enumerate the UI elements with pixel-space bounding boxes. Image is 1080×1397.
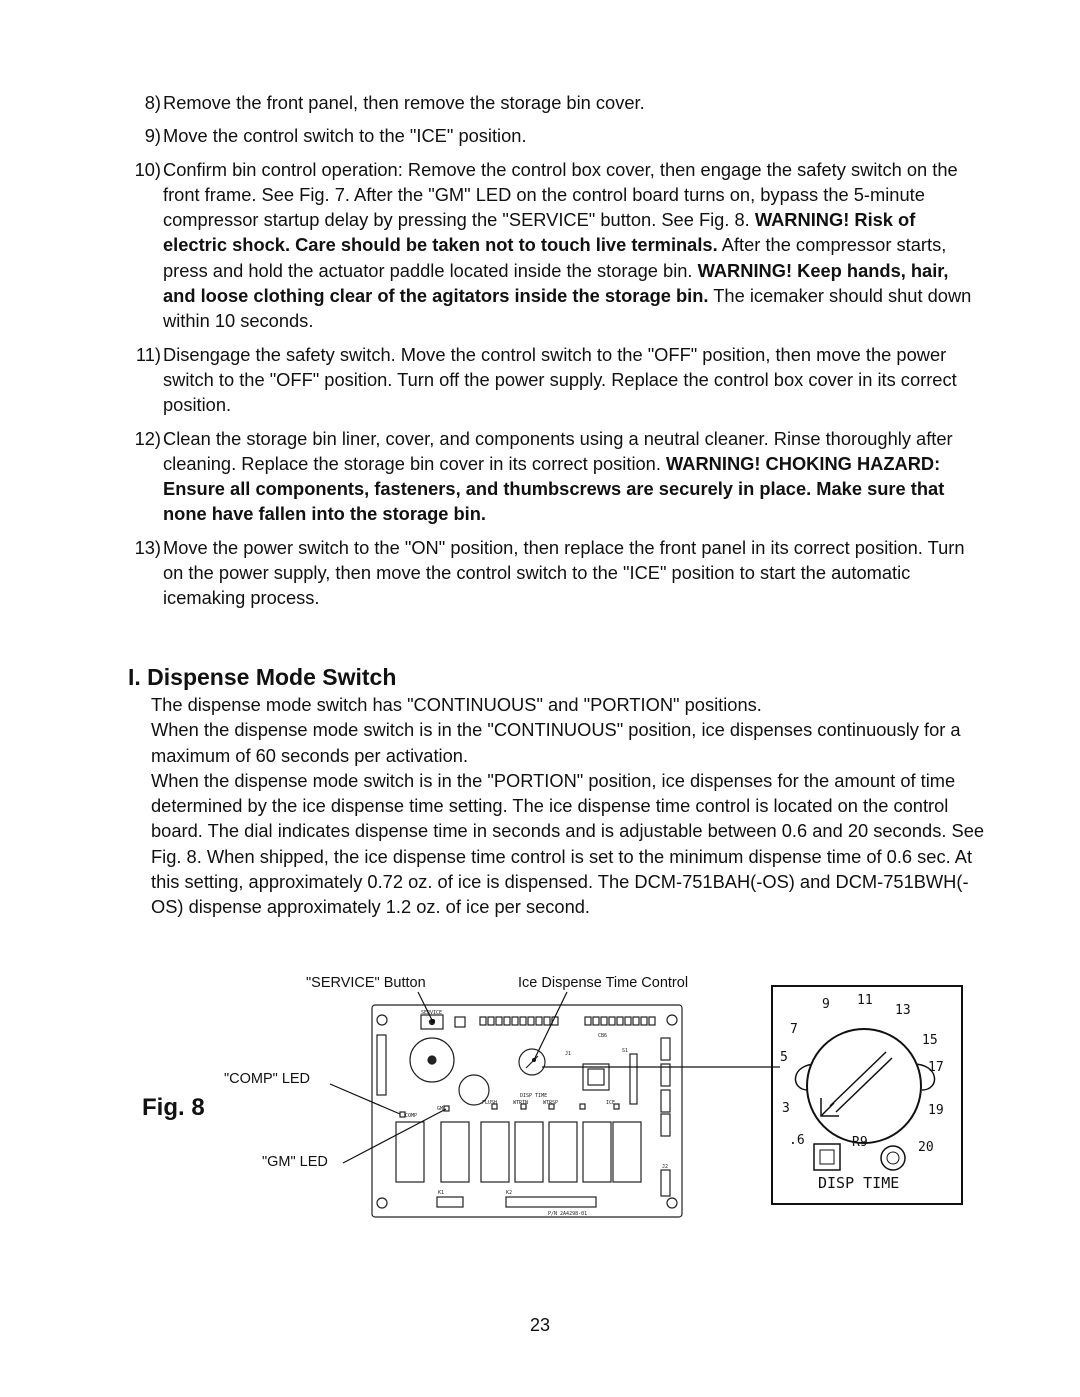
control-board (372, 1005, 682, 1217)
dial-scale-3: 3 (782, 1101, 790, 1116)
dial-scale-19: 19 (928, 1103, 944, 1118)
step-text: Remove the front panel, then remove the storage bin cover. (163, 92, 645, 113)
step-number: 9) (144, 125, 161, 147)
board-labels (405, 1010, 668, 1217)
svg-text:WTRIN: WTRIN (513, 1100, 529, 1106)
dial-scale-20: 20 (918, 1140, 934, 1155)
warning-text: WARNING! Risk of electric shock. Care should be taken not to touch live terminals. (163, 209, 916, 256)
svg-text:ICE: ICE (606, 1100, 616, 1106)
svg-text:K2: K2 (506, 1190, 513, 1196)
section-paragraph: When the dispense mode switch is in the "CONTINUOUS" position, ice dispenses continuously for a maximum of 60 seconds per activation. (151, 719, 961, 766)
service-button-callout: "SERVICE" Button (306, 975, 426, 991)
svg-text:J2: J2 (662, 1164, 669, 1170)
svg-text:WTRSP: WTRSP (543, 1100, 559, 1106)
svg-text:FLUSH: FLUSH (482, 1100, 498, 1106)
step-text: After the compressor starts, press and hold the actuator paddle located inside the storage bin. (163, 234, 947, 281)
dial-scale-17: 17 (928, 1060, 944, 1075)
step-text: The icemaker should shut down within 10 seconds. (163, 285, 972, 332)
ice-dispense-time-control-callout: Ice Dispense Time Control (518, 975, 689, 991)
svg-text:COMP: COMP (405, 1113, 418, 1119)
step-text: Move the power switch to the "ON" position, then replace the front panel in its correct position. Turn on the power supply, then move the control switch to the "ICE" position to start the automatic icemaking process. (163, 536, 965, 609)
section-title: I. Dispense Mode Switch (128, 664, 397, 690)
step-text: Clean the storage bin liner, cover, and components using a neutral cleaner. Rinse thoroughly after cleaning. Replace the storage bin cover in its correct position. (163, 427, 953, 474)
step-text: Move the control switch to the "ICE" position. (163, 125, 527, 147)
callout-leaders (330, 992, 780, 1163)
section-paragraph: When the dispense mode switch is in the "PORTION" position, ice dispenses for the amount of time determined by the ice dispense time setting. The ice dispense time control is located on the control board. The dial indicates dispense time in seconds and is adjustable between 0.6 and 20 seconds. See Fig. 8. When shipped, the ice dispense time control is set to the minimum dispense time of 0.6 sec. At this setting, approximately 0.72 oz. of ice is dispensed. The DCM-751BAH(-OS) and DCM-751BWH(-OS) dispense approximately 1.2 oz. of ice per second. (151, 769, 985, 918)
dial-scale-13: 13 (895, 1003, 911, 1018)
step-number: 11) (135, 343, 161, 365)
svg-text:SERVICE: SERVICE (421, 1010, 443, 1016)
dial-component-ref: R9 (852, 1135, 868, 1150)
dial-scale-5: 5 (780, 1050, 788, 1065)
dial-scale-0-6: .6 (789, 1133, 805, 1148)
figure-label: Fig. 8 (142, 1094, 205, 1121)
step-number: 12) (134, 427, 161, 449)
warning-text: WARNING! CHOKING HAZARD: Ensure all components, fasteners, and thumbscrews are securely in place. Make sure that none have fallen into the storage bin. (163, 452, 945, 525)
svg-text:K1: K1 (438, 1190, 445, 1196)
step-number: 8) (144, 92, 161, 113)
dial-scale-15: 15 (922, 1033, 938, 1048)
dial-scale-11: 11 (857, 993, 873, 1008)
dial-scale-9: 9 (822, 997, 830, 1012)
gm-led-callout: "GM" LED (262, 1154, 328, 1170)
section-paragraph: The dispense mode switch has "CONTINUOUS" and "PORTION" positions. (151, 694, 762, 715)
svg-text:S1: S1 (622, 1048, 629, 1054)
dial-caption: DISP TIME (818, 1174, 900, 1192)
svg-text:CB6: CB6 (598, 1033, 608, 1039)
dial-scale-7: 7 (790, 1022, 798, 1037)
svg-text:GM: GM (437, 1106, 444, 1112)
svg-text:J1: J1 (565, 1051, 572, 1057)
step-number: 10) (134, 158, 161, 180)
page-number: 23 (529, 1315, 551, 1335)
warning-text: WARNING! Keep hands, hair, and loose clothing clear of the agitators inside the storage bin. (163, 259, 949, 307)
comp-led-callout: "COMP" LED (224, 1071, 311, 1087)
dial-enlarged (772, 986, 962, 1204)
step-text: Confirm bin control operation: Remove the control box cover, then engage the safety switch on the front frame. See Fig. 7. After the "GM" LED on the control board turns on, bypass the 5-minute compressor startup delay by pressing the "SERVICE" button. See Fig. 8. (163, 158, 958, 231)
svg-text:DISP TIME: DISP TIME (520, 1093, 548, 1099)
board-part-number: P/N 2A4298-01 (548, 1211, 588, 1217)
step-text: Disengage the safety switch. Move the control switch to the "OFF" position, then move the power switch to the "OFF" position. Turn off the power supply. Replace the control box cover in its correct position. (163, 343, 957, 416)
step-number: 13) (134, 536, 161, 558)
